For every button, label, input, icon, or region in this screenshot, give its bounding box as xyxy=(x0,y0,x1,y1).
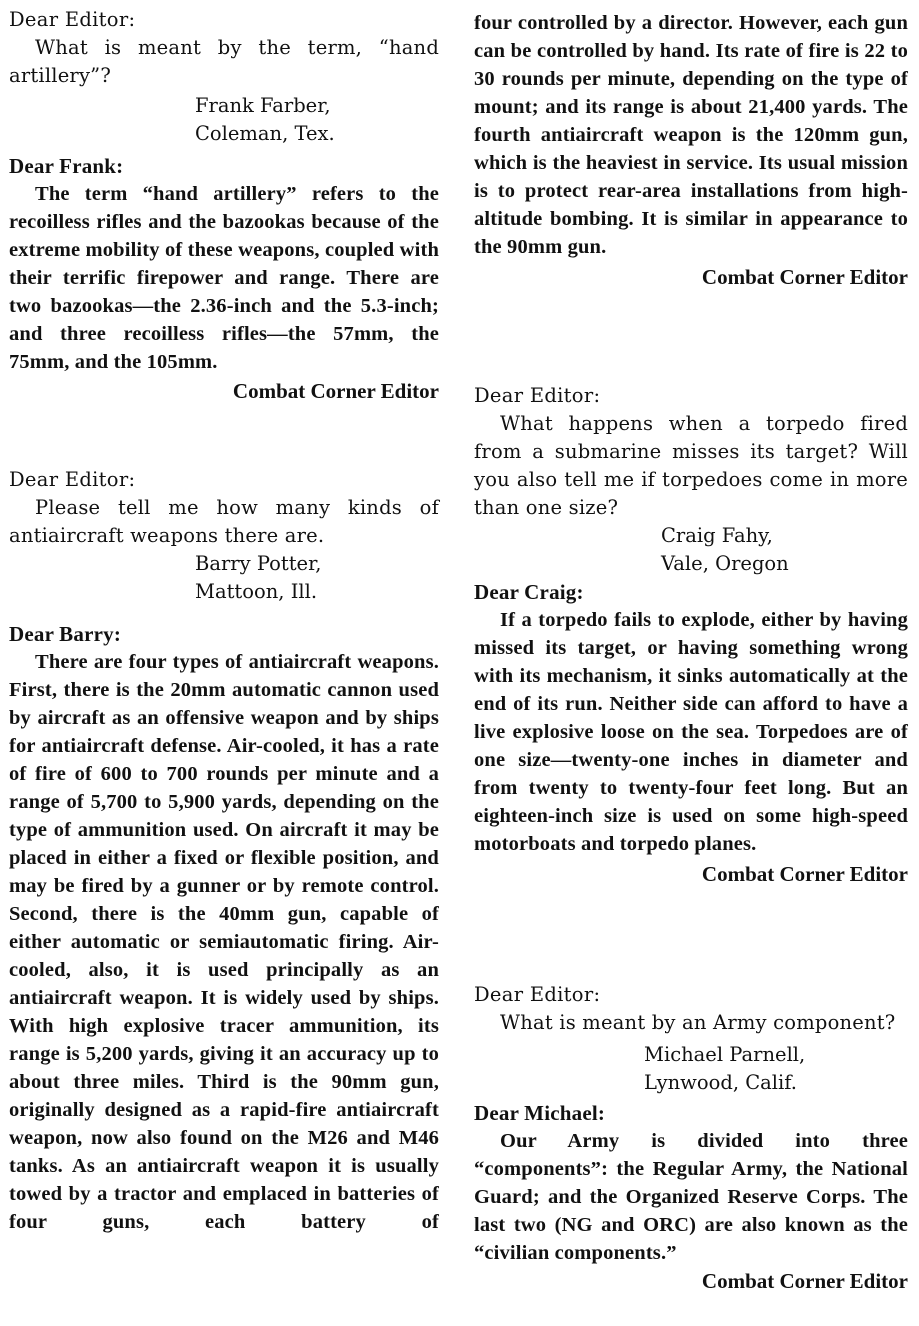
answer-text: The term “hand artillery” refers to the recoilless rifles and the bazookas because of the extreme mobility of these weapons, coupled with their terrific firepower and range. There are two bazookas—the 2.36-inch and the 5.3-inch; and three recoilless rifles—the 57mm, the 75mm, and the 105mm. xyxy=(9,183,439,373)
editor-signature: Combat Corner Editor xyxy=(701,265,908,289)
answer-text: There are four types of antiaircraft weapons. First, there is the 20mm automatic cannon used by aircraft as an offensive weapon and by ships for antiaircraft defense. Air-cooled, it has a rate of fire of 600 to 700 rounds per minute and a range of 5,700 to 5,900 yards, depending on the type of ammunition used. On aircraft it may be placed in either a fixed or flexible position, and may be fired by a gunner or by remote control. Second, there is the 40mm gun, capable of either automatic or semiautomatic firing. Air-cooled, also, it is used principally as an antiaircraft weapon. It is widely used by ships. With high explosive tracer ammunition, its range is 5,200 yards, giving it an accuracy up to about three miles. Third is the 90mm gun, originally designed as a rapid-fire antiaircraft weapon, now also found on the M26 and M46 tanks. As an antiaircraft weapon it is usually towed by a tractor and emplaced in batteries of four guns, each battery of xyxy=(9,651,439,1233)
signer-name: Frank Farber, xyxy=(195,94,331,117)
signer-place: Lynwood, Calif. xyxy=(644,1071,797,1094)
answer-text: Our Army is divided into three “components”: the Regular Army, the National Guard; and the Organized Reserve Corps. The last two (NG and ORC) are also known as the “civilian components.” xyxy=(474,1130,908,1264)
letter-salutation: Dear Editor: xyxy=(9,8,136,31)
letter-question: Please tell me how many kinds of antiaircraft weapons there are. xyxy=(9,496,439,547)
letter-salutation: Dear Editor: xyxy=(474,983,601,1006)
signer-name: Barry Potter, xyxy=(195,552,322,575)
editor-signature: Combat Corner Editor xyxy=(701,862,908,886)
letter-salutation: Dear Editor: xyxy=(9,468,136,491)
answer-text-continued: four controlled by a director. However, each gun can be controlled by hand. Its rate of fire is 22 to 30 rounds per minute, depending on the type of mount; and its range is about 21,400 yards. The fourth antiaircraft weapon is the 120mm gun, which is the heaviest in service. Its usual mission is to protect rear-area installations from high-altitude bombing. It is similar in appearance to the 90mm gun. xyxy=(474,12,908,258)
reply-greeting: Dear Craig: xyxy=(474,580,584,604)
letter-antiaircraft-continued xyxy=(474,9,908,291)
reply-greeting: Dear Barry: xyxy=(9,622,122,646)
editor-signature: Combat Corner Editor xyxy=(232,379,439,403)
letter-question: What happens when a torpedo fired from a submarine misses its target? Will you also tell me if torpedoes come in more than one size? xyxy=(474,412,908,519)
editor-signature: Combat Corner Editor xyxy=(701,1269,908,1293)
letter-hand-artillery xyxy=(9,6,439,405)
letter-army-component xyxy=(474,981,908,1295)
letter-question: What is meant by an Army component? xyxy=(500,1011,896,1034)
signer-place: Vale, Oregon xyxy=(661,552,789,575)
reply-greeting: Dear Frank: xyxy=(9,154,124,178)
letter-antiaircraft xyxy=(9,466,439,1236)
reply-greeting: Dear Michael: xyxy=(474,1101,606,1125)
letter-question: What is meant by the term, “hand artillery”? xyxy=(9,36,439,87)
letter-salutation: Dear Editor: xyxy=(474,384,601,407)
letter-torpedo xyxy=(474,382,908,888)
signer-name: Michael Parnell, xyxy=(644,1043,806,1066)
answer-text: If a torpedo fails to explode, either by having missed its target, or having something wrong with its mechanism, it sinks automatically at the end of its run. Neither side can afford to have a live explosive loose on the sea. Torpedoes are of one size—twenty-one inches in diameter and from twenty to twenty-four feet long. But an eighteen-inch size is used on some high-speed motorboats and torpedo planes. xyxy=(474,609,908,855)
signer-place: Mattoon, Ill. xyxy=(195,580,318,603)
signer-name: Craig Fahy, xyxy=(661,524,773,547)
signer-place: Coleman, Tex. xyxy=(195,122,335,145)
